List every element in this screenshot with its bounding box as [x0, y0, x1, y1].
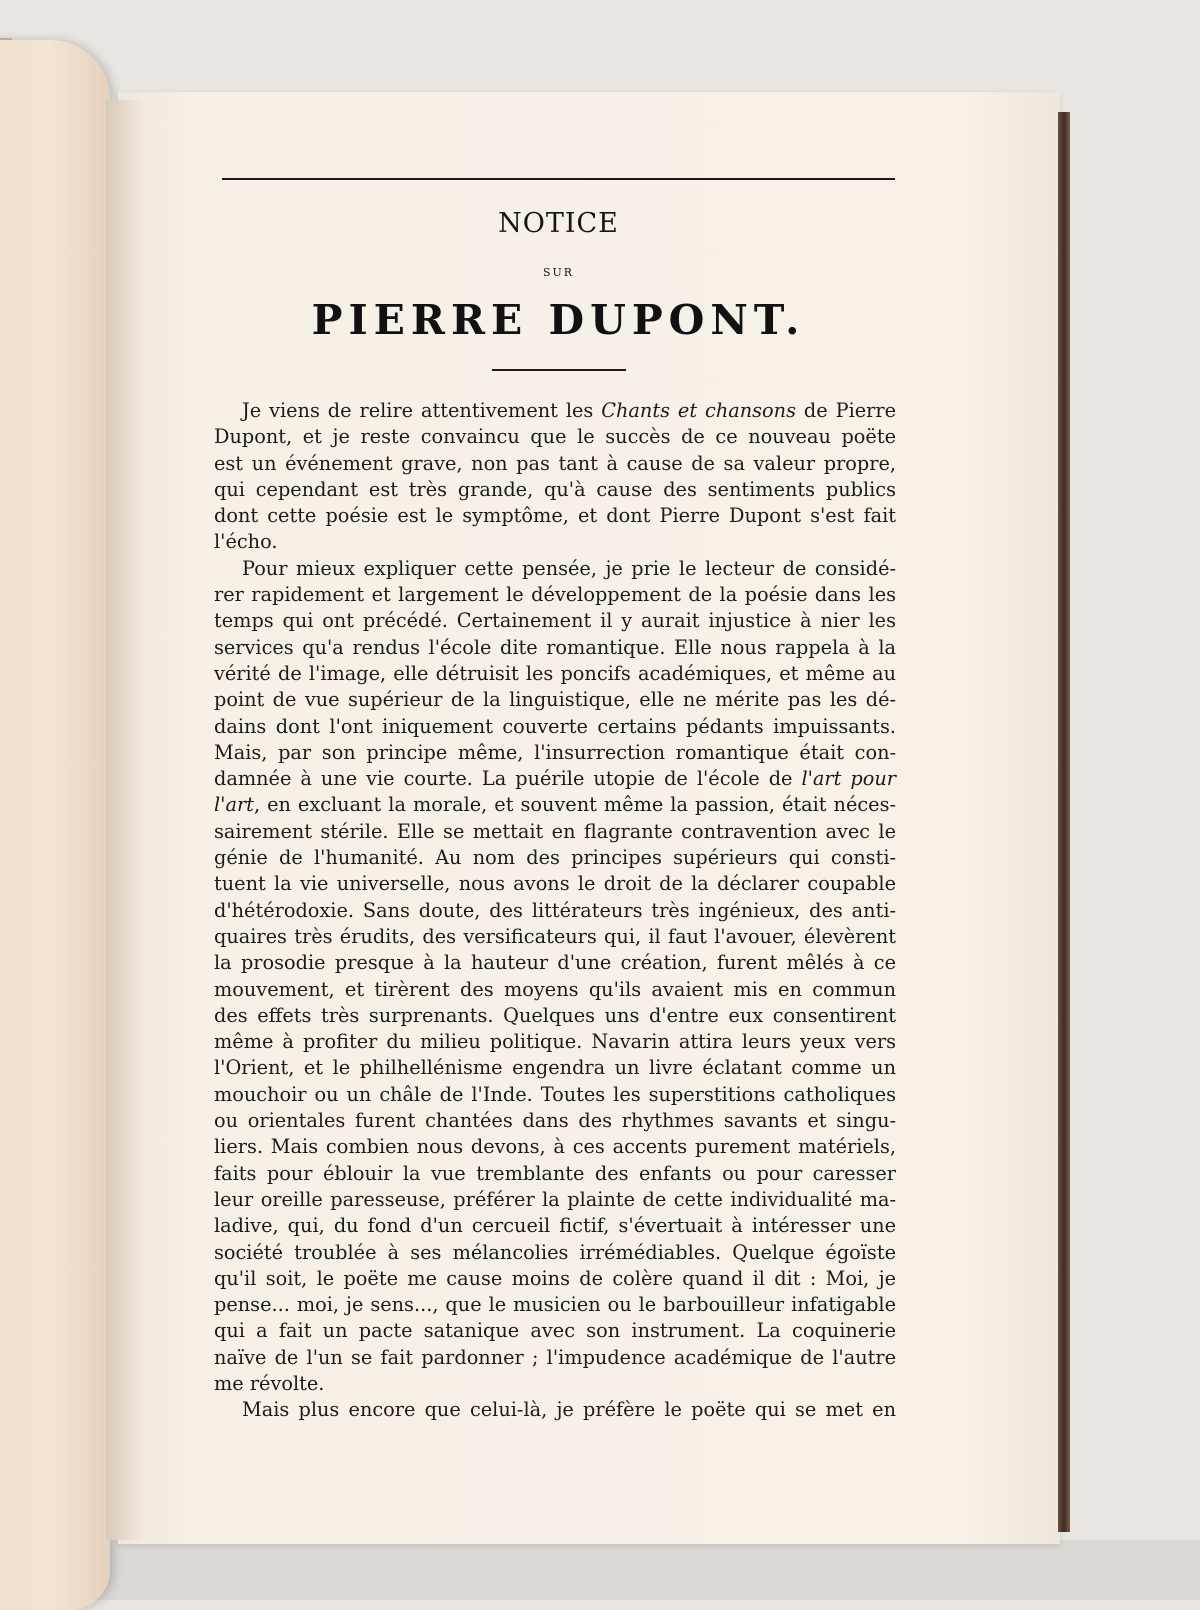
text-line: quaires très érudits, des versificateurs qui, il faut l'avouer, élevèrent — [214, 924, 896, 948]
text-line: d'hétérodoxie. Sans doute, des littérateurs très ingénieux, des anti- — [214, 898, 896, 922]
text-line: l'art, en excluant la morale, et souvent même la passion, était néces- — [214, 793, 896, 817]
text-line: dains dont l'ont iniquement couverte certains pédants impuissants. — [214, 714, 896, 738]
backdrop — [0, 1540, 1200, 1600]
top-rule — [222, 178, 895, 180]
body-text — [214, 398, 896, 1424]
text-line: faits pour éblouir la vue tremblante des enfants ou pour caresser — [214, 1161, 896, 1185]
text-line: l'écho. — [214, 530, 278, 554]
text-line: tuent la vie universelle, nous avons le droit de la déclarer coupable — [214, 872, 896, 896]
text-line: damnée à une vie courte. La puérile utopie de l'école de l'art pour — [214, 767, 896, 791]
text-line: qui cependant est très grande, qu'à cause des sentiments publics — [214, 477, 896, 501]
text-line: ladive, qui, du fond d'un cercueil fictif, s'évertuait à intéresser une — [214, 1214, 896, 1238]
text-line: naïve de l'un se fait pardonner ; l'impudence académique de l'autre — [214, 1345, 896, 1369]
text-line: leur oreille paresseuse, préférer la plainte de cette individualité ma- — [214, 1187, 896, 1211]
text-line: Dupont, et je reste convaincu que le succès de ce nouveau poëte — [214, 425, 896, 449]
book-gutter — [106, 100, 146, 1540]
text-line: qu'il soit, le poëte me cause moins de colère quand il dit : Moi, je — [214, 1266, 896, 1290]
author-name-heading: PIERRE DUPONT. — [311, 296, 806, 344]
text-line: Je viens de relire attentivement les Chants et chansons de Pierre — [242, 399, 897, 422]
text-line: services qu'a rendus l'école dite romantique. Elle nous rappela à la — [214, 635, 896, 659]
subtitle-sur: SUR — [542, 266, 575, 279]
text-line: point de vue supérieur de la linguistique, elle ne mérite pas les dé- — [214, 688, 896, 712]
text-line: Mais, par son principe même, l'insurrection romantique était con- — [214, 740, 896, 764]
text-line: Mais plus encore que celui-là, je préfère le poëte qui se met en — [242, 1398, 896, 1422]
text-line: vérité de l'image, elle détruisit les poncifs académiques, et même au — [214, 661, 896, 685]
text-line: Pour mieux expliquer cette pensée, je prie le lecteur de considé- — [242, 556, 896, 580]
text-line: société troublée à ses mélancolies irrémédiables. Quelque égoïste — [214, 1240, 896, 1264]
text-line: est un événement grave, non pas tant à cause de sa valeur propre, — [214, 451, 896, 475]
text-line: même à profiter du milieu politique. Navarin attira leurs yeux vers — [214, 1030, 896, 1054]
text-line: mouvement, et tirèrent des moyens qu'ils avaient mis en commun — [214, 977, 896, 1001]
text-line: génie de l'humanité. Au nom des principes supérieurs qui consti- — [214, 846, 896, 870]
title-divider — [492, 369, 626, 371]
text-line: temps qui ont précédé. Certainement il y aurait injustice à nier les — [214, 609, 896, 633]
text-line: la prosodie presque à la hauteur d'une création, furent mêlés à ce — [214, 951, 896, 975]
text-line: dont cette poésie est le symptôme, et dont Pierre Dupont s'est fait — [214, 504, 896, 528]
text-line: des effets très surprenants. Quelques uns d'entre eux consentirent — [214, 1003, 896, 1027]
text-line: liers. Mais combien nous devons, à ces accents purement matériels, — [214, 1135, 896, 1159]
text-line: l'Orient, et le philhellénisme engendra un livre éclatant comme un — [214, 1056, 896, 1080]
left-page — [0, 40, 110, 1610]
text-line: sairement stérile. Elle se mettait en flagrante contravention avec le — [214, 819, 896, 843]
text-line: qui a fait un pacte satanique avec son instrument. La coquinerie — [214, 1319, 896, 1343]
page-title: NOTICE — [498, 208, 619, 239]
page-edge — [1058, 112, 1070, 1532]
text-line: pense... moi, je sens..., que le musicien ou le barbouilleur infatigable — [214, 1293, 896, 1317]
text-line: me révolte. — [214, 1371, 325, 1395]
text-line: rer rapidement et largement le développement de la poésie dans les — [214, 583, 896, 607]
text-line: ou orientales furent chantées dans des rhythmes savants et singu- — [214, 1109, 896, 1133]
text-line: mouchoir ou un châle de l'Inde. Toutes les superstitions catholiques — [214, 1082, 896, 1106]
